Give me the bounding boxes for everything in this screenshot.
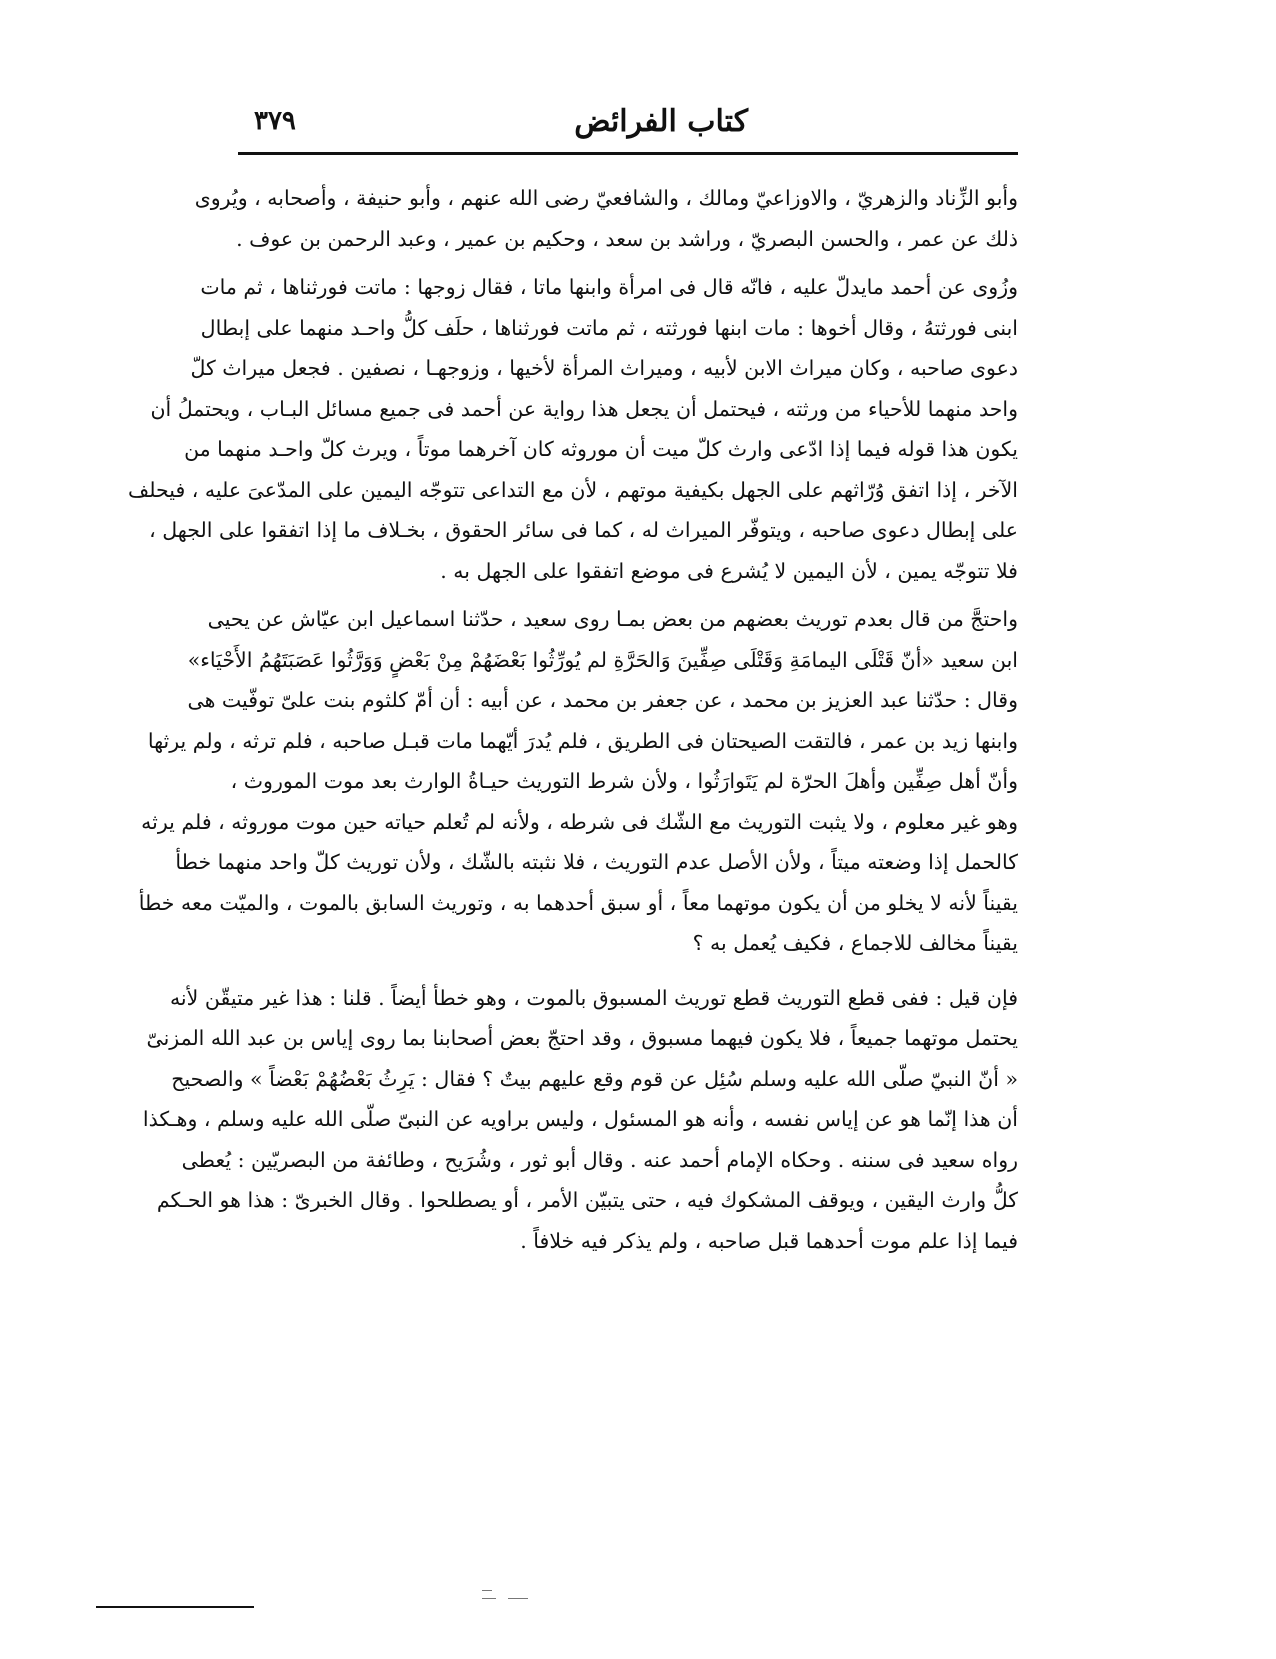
text-line: واحد منهما للأحياء من ورثته ، فيحتمل أن يجعل هذا رواية عن أحمد فى جميع مسائل البـاب ، ويحتملُ أن [150, 396, 1018, 421]
text-line: واحتجَّ من قال بعدم توريث بعضهم من بعض بمـا روى سعيد ، حدّثنا اسماعيل ابن عيّاش عن يحيى [207, 607, 1018, 631]
text-line: يقيناً لأنه لا يخلو من أن يكون موتهما معاً ، أو سبق أحدهما به ، وتوريث السابق بالموت ، والميّت معه خطأ [138, 890, 1018, 915]
text-line: يقيناً مخالف للاجماع ، فكيف يُعمل به ؟ [692, 931, 1018, 955]
paragraph [187, 599, 1018, 680]
paragraph [142, 978, 1018, 1262]
page-header [238, 100, 1018, 150]
body-text [128, 178, 1018, 1261]
text-line: رواه سعيد فى سننه . وحكاه الإمام أحمد عنه . وقال أبو ثور ، وشُرَيح ، وطائفة من البصريّين : يُعطى [181, 1147, 1018, 1172]
header-rule [238, 152, 1018, 155]
text-line: ابن سعيد «أنّ قَتْلَى اليمامَةِ وَقَتْلَى صِفِّينَ وَالحَرَّةِ لم يُورِّثُوا بَعْضَهُمْ مِنْ بَعْضٍ وَوَرَّثُوا عَصَبَتَهُمُ الأَحْيَاء» [187, 647, 1018, 672]
text-line: « أنّ النبيّ صلّى الله عليه وسلم سُئِل عن قوم وقع عليهم بيتٌ ؟ فقال : يَرِثُ بَعْضُهُمْ بَعْضاً » والصحيح [171, 1066, 1018, 1091]
text-line: فإن قيل : ففى قطع التوريث قطع توريث المسبوق بالموت ، وهو خطأ أيضاً . قلنا : هذا غير متيقّن لأنه [169, 985, 1018, 1010]
paragraph [128, 267, 1018, 591]
text-line: كلُّ وارث اليقين ، ويوقف المشكوك فيه ، حتى يتبيّن الأمر ، أو يصطلحوا . وقال الخبرىّ : هذا هو الحـكم [156, 1188, 1018, 1212]
text-line: وزُوى عن أحمد مايدلّ عليه ، فانّه قال فى امرأة وابنها ماتا ، فقال زوجها : ماتت فورثناها ، ثم مات [200, 275, 1018, 299]
text-line: دعوى صاحبه ، وكان ميراث الابن لأبيه ، وميراث المرأة لأخيها ، وزوجهـا ، نصفين . فجعل ميراث كلّ [190, 356, 1018, 380]
text-line: على إبطال دعوى صاحبه ، ويتوفّر الميراث له ، كما فى سائر الحقوق ، بخـلاف ما إذا اتفقوا على الجهل ، [149, 518, 1018, 542]
text-line: فيما إذا علم موت أحدهما قبل صاحبه ، ولم يذكر فيه خلافاً . [520, 1228, 1018, 1253]
text-line: ذلك عن عمر ، والحسن البصريّ ، وراشد بن سعد ، وحكيم بن عمير ، وعبد الرحمن بن عوف . [236, 226, 1018, 251]
paragraph [138, 680, 1018, 964]
text-line: ابنى فورثتهُ ، وقال أخوها : مات ابنها فورثته ، ثم ماتت فورثناها ، حلَف كلُّ واحـد منهما على إبطال [200, 315, 1018, 340]
text-line: فلا تتوجّه يمين ، لأن اليمين لا يُشرع فى موضع اتفقوا على الجهل به . [440, 558, 1018, 583]
running-title: كتاب الفرائض [574, 104, 748, 139]
text-line: يكون هذا قوله فيما إذا ادّعى وارث كلّ ميت أن موروثه كان آخرهما موتاً ، ويرث كلّ واحـد منهما من [184, 437, 1018, 461]
text-line: يحتمل موتهما جميعاً ، فلا يكون فيهما مسبوق ، وقد احتجّ بعض أصحابنا بما روى إياس بن عبد الله المزنىّ [146, 1026, 1018, 1050]
text-line: وأنّ أهل صِفِّين وأهلَ الحرّة لم يَتَوارَثُوا ، ولأن شرط التوريث حيـاةُ الوارث بعد موت الموروث ، [230, 769, 1018, 793]
text-line: وأبو الزِّناد والزهريّ ، والاوزاعيّ ومالك ، والشافعيّ رضى الله عنهم ، وأبو حنيفة ، وأصحابه ، ويُروى [194, 186, 1018, 210]
page-number: ٣٧٩ [254, 106, 296, 136]
paragraph [194, 178, 1018, 259]
text-line: أن هذا إنّما هو عن إياس نفسه ، وأنه هو المسئول ، وليس براويه عن النبىّ صلّى الله عليه وسلم ، وهـكذا [142, 1107, 1018, 1131]
text-line: كالحمل إذا وضعته ميتاً ، ولأن الأصل عدم التوريث ، فلا نثبته بالشّك ، ولأن توريث كلّ واحد منهما خطأ [175, 850, 1018, 874]
footnote-rule [96, 1606, 254, 1608]
scan-marks [478, 1588, 538, 1612]
text-line: وهو غير معلوم ، ولا يثبت التوريث مع الشّك فى شرطه ، ولأنه لم تُعلم حياته حين موت موروثه ، فلم يرثه [141, 809, 1018, 834]
text-line: الآخر ، إذا اتفق وُرّاثهم على الجهل بكيفية موتهم ، لأن مع التداعى تتوجّه اليمين على المدّعىَ عليه ، فيحلف [128, 477, 1018, 502]
text-line: وقال : حدّثنا عبد العزيز بن محمد ، عن جعفر بن محمد ، عن أبيه : أن أمّ كلثوم بنت علىّ توفّيت هى [187, 688, 1018, 712]
text-line: وابنها زيد بن عمر ، فالتقت الصيحتان فى الطريق ، فلم يُدرَ أيّهما مات قبـل صاحبه ، فلم ترثه ، ولم يرثها [147, 728, 1018, 753]
